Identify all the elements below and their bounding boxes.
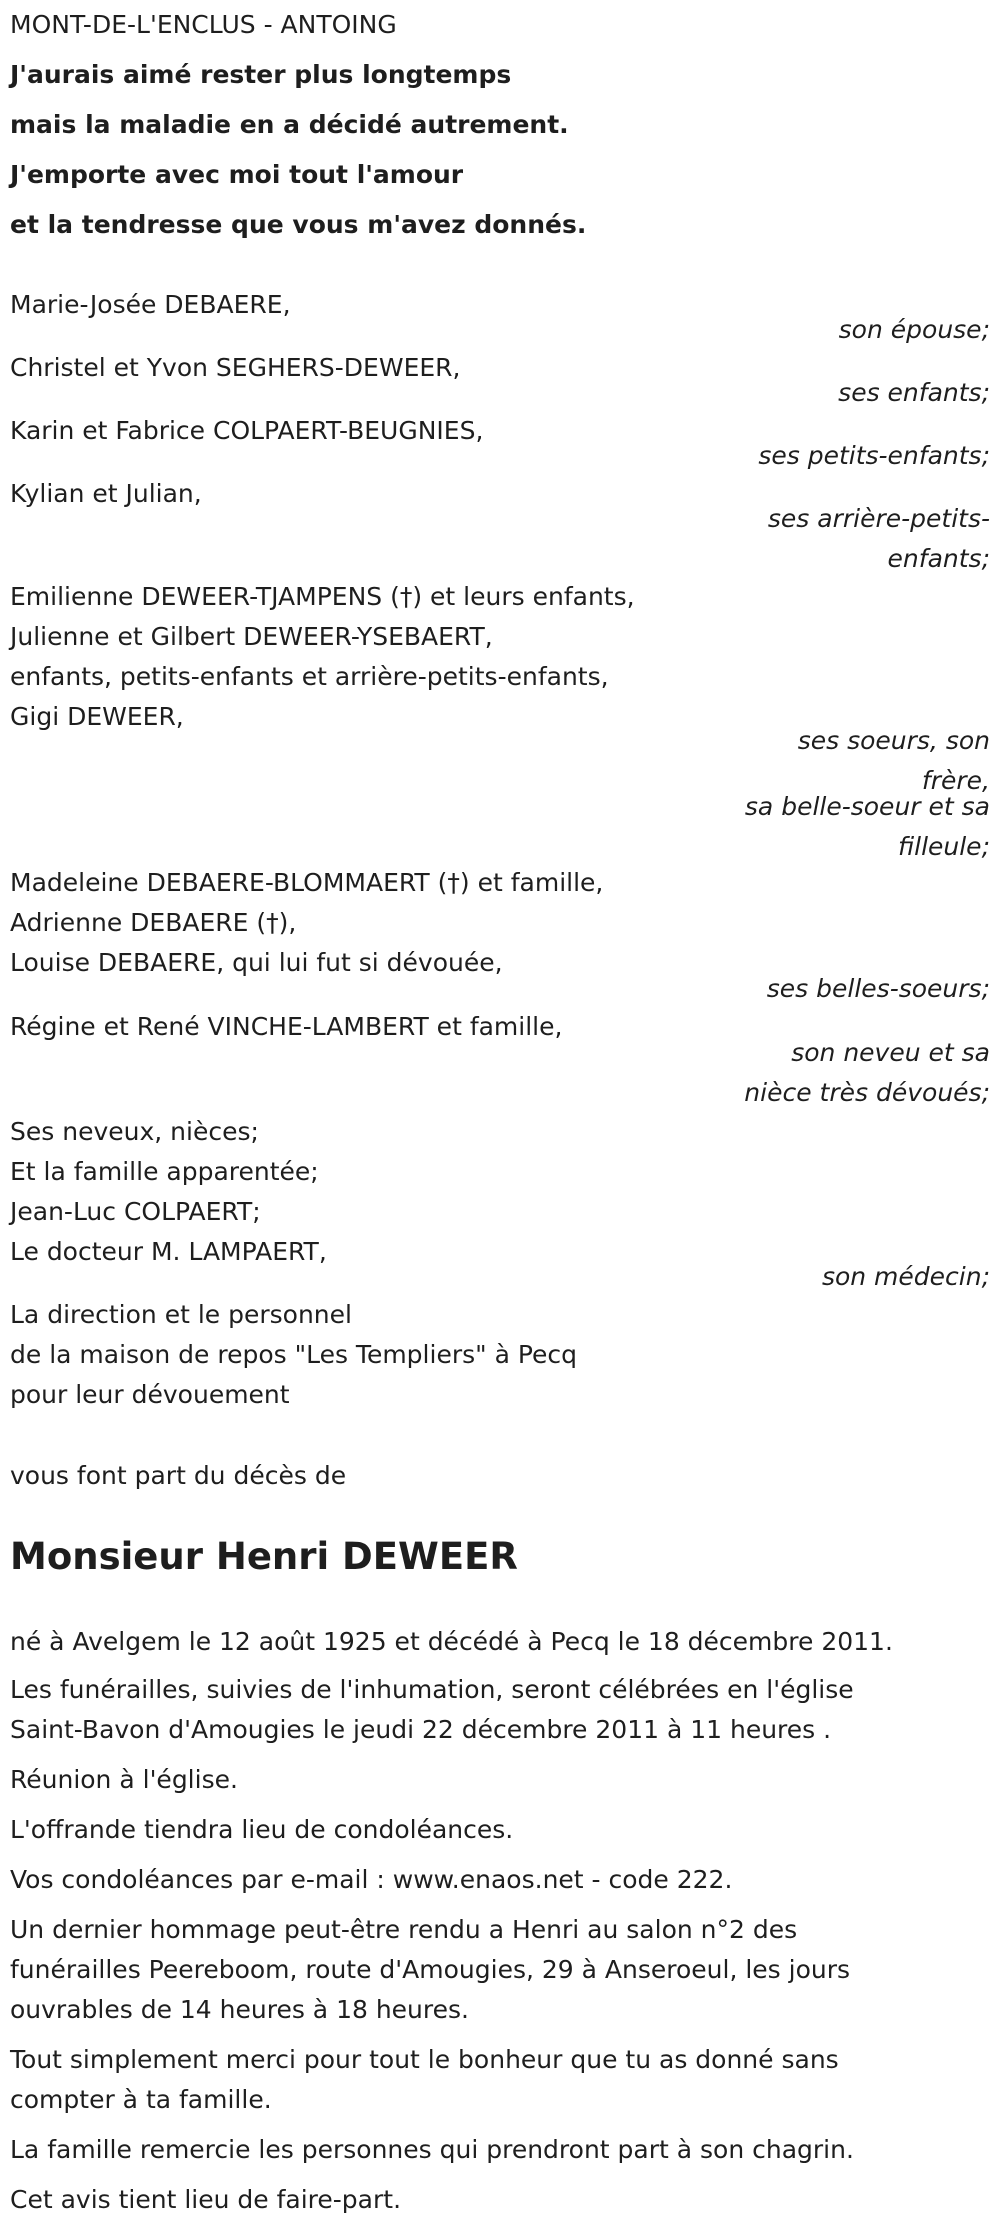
email-line: Vos condoléances par e-mail : www.enaos.net - code 222. bbox=[10, 1865, 733, 1894]
siblings-role: ses soeurs, son bbox=[797, 726, 990, 755]
thanks-line: compter à ta famille. bbox=[10, 2085, 272, 2114]
place-header: MONT-DE-L'ENCLUS - ANTOING bbox=[10, 10, 397, 39]
inlaw-line: Madeleine DEBAERE-BLOMMAERT (†) et famille, bbox=[10, 868, 604, 897]
poem-line: J'aurais aimé rester plus longtemps bbox=[10, 60, 512, 89]
gratitude-line: La famille remercie les personnes qui prendront part à son chagrin. bbox=[10, 2135, 854, 2164]
offering-line: L'offrande tiendra lieu de condoléances. bbox=[10, 1815, 514, 1844]
siblings-role: sa belle-soeur et sa bbox=[744, 792, 990, 821]
grandchildren-role: ses petits-enfants; bbox=[758, 441, 990, 470]
poem-line: J'emporte avec moi tout l'amour bbox=[10, 160, 464, 189]
sibling-line: Emilienne DEWEER-TJAMPENS (†) et leurs enfants, bbox=[10, 582, 635, 611]
notice-line: Cet avis tient lieu de faire-part. bbox=[10, 2185, 402, 2214]
sibling-line: Gigi DEWEER, bbox=[10, 702, 184, 731]
other-line: Jean-Luc COLPAERT; bbox=[10, 1197, 261, 1226]
care-home-line: La direction et le personnel bbox=[10, 1300, 352, 1329]
nephew-role: nièce très dévoués; bbox=[744, 1078, 990, 1107]
nephew-name: Régine et René VINCHE-LAMBERT et famille, bbox=[10, 1012, 563, 1041]
homage-line: ouvrables de 14 heures à 18 heures. bbox=[10, 1995, 469, 2024]
siblings-role: filleule; bbox=[897, 832, 990, 861]
spouse-role: son épouse; bbox=[838, 315, 990, 344]
sibling-line: enfants, petits-enfants et arrière-petits-enfants, bbox=[10, 662, 609, 691]
care-home-line: de la maison de repos "Les Templiers" à Pecq bbox=[10, 1340, 578, 1369]
poem-line: et la tendresse que vous m'avez donnés. bbox=[10, 210, 587, 239]
grandchildren-name: Karin et Fabrice COLPAERT-BEUGNIES, bbox=[10, 416, 484, 445]
birth-death-line: né à Avelgem le 12 août 1925 et décédé à Pecq le 18 décembre 2011. bbox=[10, 1627, 893, 1656]
homage-line: funérailles Peereboom, route d'Amougies, 29 à Anseroeul, les jours bbox=[10, 1955, 851, 1984]
greatgrandchildren-role: ses arrière-petits- bbox=[767, 504, 990, 533]
greatgrandchildren-role: enfants; bbox=[887, 544, 990, 573]
doctor-role: son médecin; bbox=[821, 1262, 990, 1291]
inlaw-line: Adrienne DEBAERE (†), bbox=[10, 908, 297, 937]
thanks-line: Tout simplement merci pour tout le bonheur que tu as donné sans bbox=[10, 2045, 839, 2074]
announcement-intro: vous font part du décès de bbox=[10, 1461, 347, 1490]
inlaw-line: Louise DEBAERE, qui lui fut si dévouée, bbox=[10, 948, 503, 977]
other-line: Le docteur M. LAMPAERT, bbox=[10, 1237, 327, 1266]
children-role: ses enfants; bbox=[838, 378, 990, 407]
nephew-role: son neveu et sa bbox=[791, 1038, 990, 1067]
poem-line: mais la maladie en a décidé autrement. bbox=[10, 110, 569, 139]
inlaws-role: ses belles-soeurs; bbox=[766, 974, 990, 1003]
funeral-line: Saint-Bavon d'Amougies le jeudi 22 décembre 2011 à 11 heures . bbox=[10, 1715, 832, 1744]
meeting-line: Réunion à l'église. bbox=[10, 1765, 238, 1794]
children-name: Christel et Yvon SEGHERS-DEWEER, bbox=[10, 353, 461, 382]
other-line: Et la famille apparentée; bbox=[10, 1157, 319, 1186]
homage-line: Un dernier hommage peut-être rendu a Henri au salon n°2 des bbox=[10, 1915, 798, 1944]
other-line: Ses neveux, nièces; bbox=[10, 1117, 259, 1146]
sibling-line: Julienne et Gilbert DEWEER-YSEBAERT, bbox=[10, 622, 493, 651]
greatgrandchildren-name: Kylian et Julian, bbox=[10, 479, 202, 508]
spouse-name: Marie-Josée DEBAERE, bbox=[10, 290, 291, 319]
deceased-name: Monsieur Henri DEWEER bbox=[10, 1535, 518, 1578]
siblings-role: frère, bbox=[921, 766, 990, 795]
funeral-line: Les funérailles, suivies de l'inhumation, seront célébrées en l'église bbox=[10, 1675, 854, 1704]
care-home-line: pour leur dévouement bbox=[10, 1380, 290, 1409]
